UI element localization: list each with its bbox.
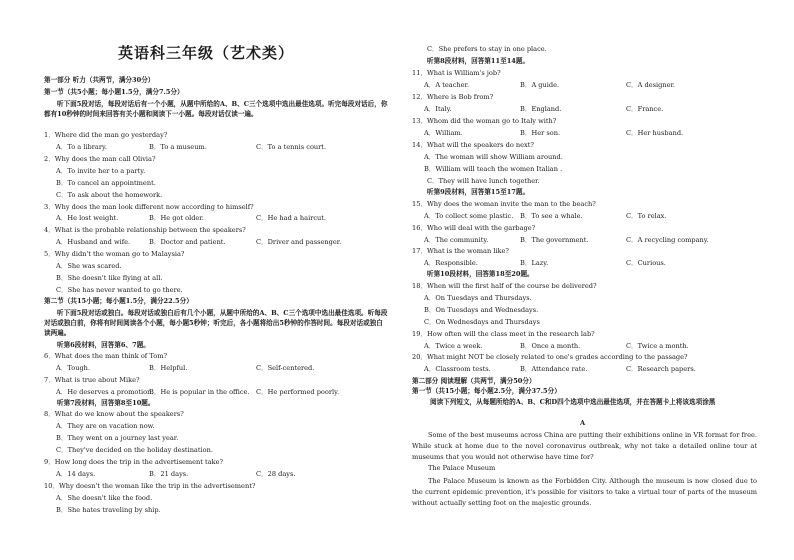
option-b: B．They went on a journey last year. [56, 434, 179, 442]
option-c: C．Self-centered. [256, 364, 315, 372]
question-7: 7．What is true about Mike? [44, 376, 140, 384]
section-three-instructions: 阅读下列短文，从每题所给的A、B、C和D四个选项中选出最佳选项，并在答题卡上将该选项涂黑 [430, 398, 716, 406]
option-c: C．They will have lunch together. [427, 177, 540, 185]
option-c: C．She has never wanted to go there. [56, 286, 183, 294]
question-9: 9．How long does the trip in the advertisement take? [44, 458, 224, 466]
option-c: C．She prefers to stay in one place. [427, 45, 547, 53]
section-three-heading: 第一节（共15小题；每小题2.5分，满分37.5分） [412, 387, 561, 395]
option-c: C．Curious. [626, 259, 666, 267]
question-12: 12．Where is Bob from? [412, 93, 494, 101]
option-b: B．To see a whale. [520, 212, 583, 220]
option-c: C．Research papers. [626, 365, 696, 373]
option-a: A．Husband and wife. [56, 238, 131, 246]
question-6: 6．What does the man think of Tom? [44, 352, 167, 360]
option-a: A．Responsible. [424, 259, 478, 267]
option-c: C．To relax. [626, 212, 667, 220]
passage-subheading: The Palace Museum [428, 464, 496, 472]
question-2: 2．Why does the man call Olivia? [44, 155, 156, 163]
section-one-instructions: 听下面5段对话，每段对话后有一个小题，从题中所给的A、B、C三个选项中选出最佳选项。听完每段对话后，你都有10秒钟的时间来回答有关小题和阅读下一小题。每段对话仅读一遍。 [44, 100, 388, 118]
passage-letter: A [580, 419, 586, 427]
page-title: 英语科三年级（艺术类） [118, 44, 295, 62]
question-15: 15．Why does the woman invite the man to the beach? [412, 200, 596, 208]
material-8-note: 听第8段材料，回答第11至14题。 [427, 57, 530, 65]
option-b: B．Once a month. [520, 342, 581, 350]
question-17: 17．What is the woman like? [412, 247, 509, 255]
option-c: C．He performed poorly. [256, 388, 340, 396]
option-b: B．Helpful. [149, 364, 188, 372]
option-a: A．William. [424, 129, 463, 137]
option-c: C．28 days. [256, 470, 296, 478]
question-16: 16．Who will deal with the garbage? [412, 224, 536, 232]
option-a: A．A teacher. [424, 81, 470, 89]
material-7-note: 听第7段材料，回答第8至10题。 [57, 399, 155, 407]
option-a: A．Tough. [56, 364, 91, 372]
option-a: A．The woman will show William around. [424, 153, 563, 161]
option-b: B．She hates traveling by ship. [56, 506, 161, 514]
option-a: A．To a library. [56, 143, 107, 151]
option-b: B．21 days. [149, 470, 189, 478]
option-c: C．Driver and passenger. [256, 238, 342, 246]
option-c: C．On Wednesdays and Thursdays [424, 318, 540, 326]
material-10-note: 听第10段材料，回答第18至20题。 [427, 270, 534, 278]
option-a: A．Twice a week. [424, 342, 483, 350]
option-c: C．To ask about the homework. [56, 191, 163, 199]
option-b: B．He is popular in the office. [149, 388, 250, 396]
material-9-note: 听第9段材料，回答第15至17题。 [427, 188, 530, 196]
option-a: A．Classroom tests. [424, 365, 491, 373]
option-a: A．They are on vacation now. [56, 422, 155, 430]
option-a: A．On Tuesdays and Thursdays. [424, 294, 532, 302]
option-a: A．He deserves a promotion. [56, 388, 154, 396]
question-1: 1．Where did the man go yesterday? [44, 131, 168, 139]
question-5: 5．Why didn't the woman go to Malaysia? [44, 250, 185, 258]
option-b: B．Doctor and patient. [149, 238, 226, 246]
option-a: A．To invite her to a party. [56, 167, 146, 175]
passage-paragraph-1: Some of the best museums across China are putting their exhibitions online in VR format for free. While stuck at home due to the novel coronavirus outbreak, why not take a detailed online tour at museums that you would not otherwise have time for? [412, 431, 757, 461]
option-b: B．A guide. [520, 81, 560, 89]
question-13: 13．Whom did the woman go to Italy with? [412, 117, 557, 125]
option-b: B．He got older. [149, 214, 204, 222]
part-one-heading: 第一部分 听力（共两节，满分30分） [44, 76, 155, 84]
option-a: A．The community. [424, 236, 489, 244]
section-two-heading: 第二节（共15小题；每小题1.5分，满分22.5分） [44, 297, 193, 305]
option-c: C．A designer. [626, 81, 676, 89]
question-10: 10．Why doesn't the woman like the trip in the advertisement? [44, 482, 256, 490]
option-b: B．Her son. [520, 129, 561, 137]
material-6-note: 听第6段材料，回答第6、7题。 [57, 341, 150, 349]
option-a: A．To collect some plastic. [424, 212, 514, 220]
option-b: B．Attendance rate. [520, 365, 588, 373]
question-4: 4．What is the probable relationship between the speakers? [44, 226, 246, 234]
option-b: B．William will teach the women Italian . [424, 165, 563, 173]
option-a: A．14 days. [56, 470, 96, 478]
question-20: 20．What might NOT be closely related to one's grades according to the passage? [412, 353, 688, 361]
question-19: 19．How often will the class meet in the research lab? [412, 330, 595, 338]
option-a: A．She was scared. [56, 262, 122, 270]
section-two-instructions: 听下面5段对话或独白。每段对话或独白后有几个小题，从题中所给的A、B、C三个选项中选出最佳选项。听每段对话或独白前，你将有时间阅读各个小题，每小题5秒钟；听完后，各小题将给出5秒钟的作答时间。每段对话或独白读两遍。 [44, 309, 388, 337]
part-two-heading: 第二部分 阅读理解（共两节，满分50分） [412, 377, 536, 385]
question-3: 3．Why does the man look different now according to himself? [44, 203, 254, 211]
option-c: C．To a tennis court. [256, 143, 327, 151]
passage-paragraph-2: The Palace Museum is known as the Forbidden City. Although the museum is now closed due to the current epidemic prevention, it's possible for visitors to take a virtual tour of parts of the museum without actually setting foot on the majestic grounds. [412, 477, 757, 507]
question-11: 11．What is William's job? [412, 69, 501, 77]
option-c: C．Twice a month. [626, 342, 689, 350]
option-b: B．To cancel an appointment. [56, 179, 156, 187]
question-8: 8．What do we know about the speakers? [44, 410, 184, 418]
option-c: C．A recycling company. [626, 236, 709, 244]
option-b: B．The government. [520, 236, 589, 244]
option-b: B．England. [520, 105, 562, 113]
option-b: B．Lazy. [520, 259, 549, 267]
section-one-heading: 第一节（共5小题；每小题1.5分，满分7.5分） [44, 88, 184, 96]
option-a: A．Italy. [424, 105, 452, 113]
option-b: B．On Tuesdays and Wednesdays. [424, 306, 539, 314]
option-a: A．He lost weight. [56, 214, 119, 222]
option-b: B．To a museum. [149, 143, 207, 151]
option-c: C．They've decided on the holiday destination. [56, 446, 213, 454]
option-c: C．He had a haircut. [256, 214, 327, 222]
option-c: C．Her husband. [626, 129, 684, 137]
option-a: A．She doesn't like the food. [56, 494, 153, 502]
question-18: 18．When will the first half of the course be delivered? [412, 282, 597, 290]
option-c: C．France. [626, 105, 664, 113]
option-b: B．She doesn't like flying at all. [56, 274, 163, 282]
question-14: 14．What will the speakers do next? [412, 141, 534, 149]
